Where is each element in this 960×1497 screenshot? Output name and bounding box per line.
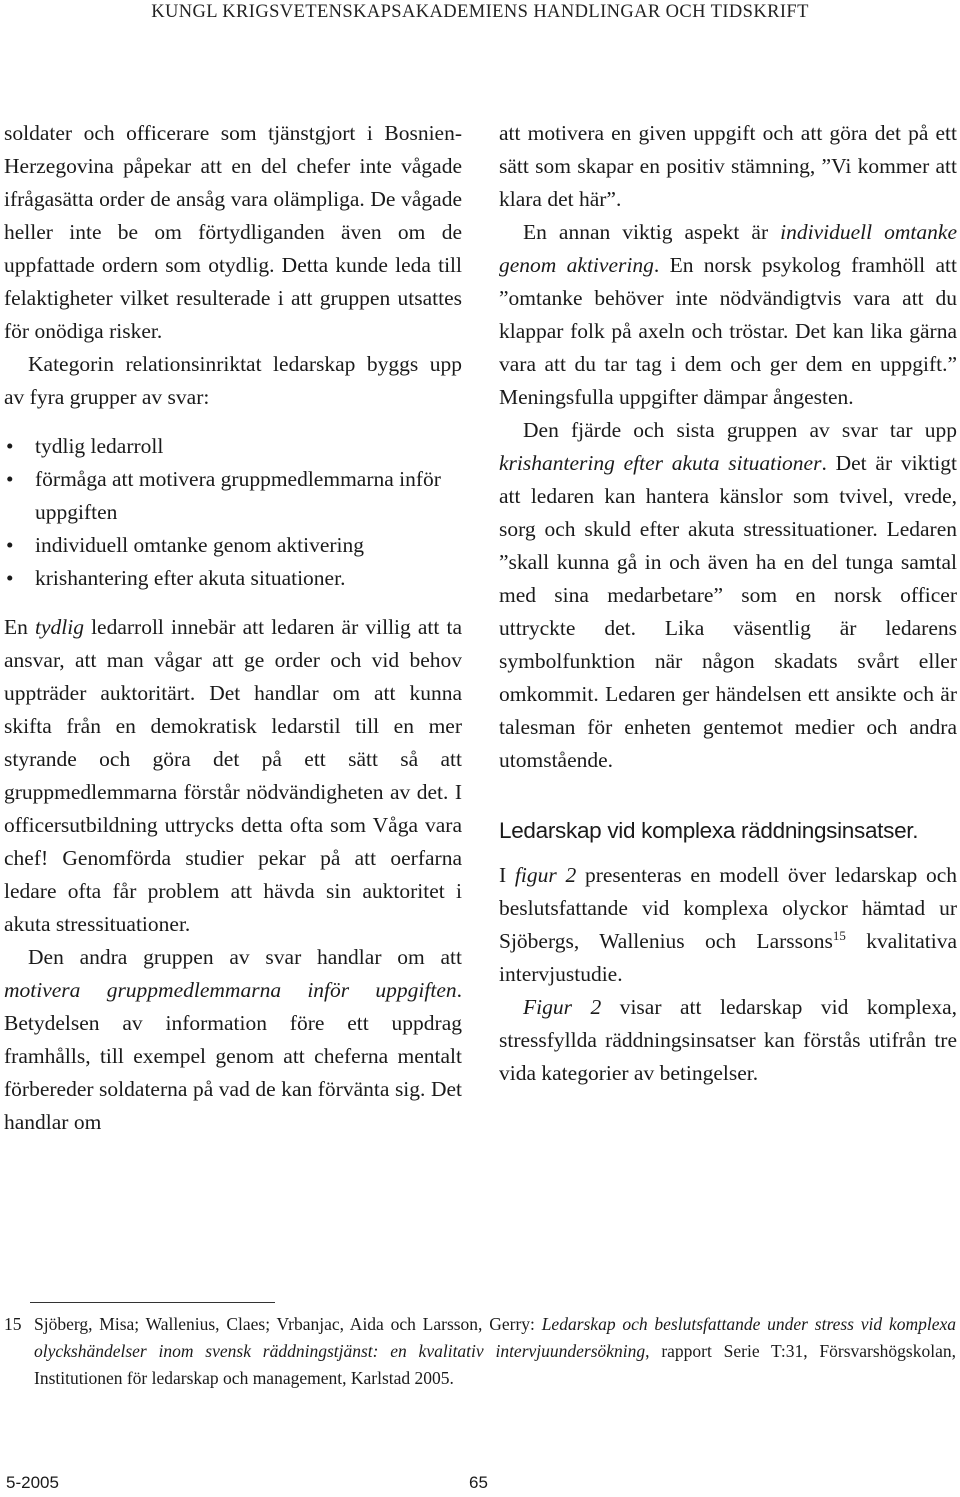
list-item-text: tydlig ledarroll [35,434,164,458]
issue-label: 5-2005 [6,1473,59,1492]
footnote-divider [30,1302,275,1303]
paragraph: soldater och officerare som tjänstgjort i Bosnien-Herzegovina påpekar att en del chefer inte vågade ifrågasätta order de ansåg vara olämpliga. De vågade heller inte be om förtydliganden även om de uppfattade ordern som otydlig. Detta kunde leda till felaktigheter vilket resulterade i att gruppen utsattes för onödiga risker. [4,121,462,343]
bullet-icon: • [6,533,14,557]
emphasis: motivera gruppmedlemmarna inför uppgiften [4,978,457,1002]
emphasis: tydlig [35,615,84,639]
footnote [4,1311,956,1392]
list-item-text: krishantering efter akuta situationer. [35,566,346,590]
list-item [4,562,462,595]
footnote-title: Ledarskap och beslutsfattande under stress vid komplexa olyckshändelser inom svensk räddningstjänst: en kvalitativ intervjuundersökning [34,1314,956,1361]
paragraph: Figur 2 visar att ledarskap vid komplexa, stressfyllda räddningsinsatser kan förstås utifrån tre vida kategorier av betingelser. [499,995,957,1085]
list-item [4,529,462,562]
emphasis: krishantering efter akuta situationer [499,451,822,475]
paragraph: att motivera en given uppgift och att göra det på ett sätt som skapar en positiv stämning, ”Vi kommer att klara det här”. [499,121,957,211]
list-item [4,463,462,529]
paragraph: Den andra gruppen av svar handlar om att motivera gruppmedlemmarna inför uppgiften. Betydelsen av information före ett uppdrag framhålls, till exempel genom att cheferna mentalt förbereder soldaterna på vad de kan förvänta sig. Det handlar om [4,945,462,1134]
footnote-marker[interactable]: 15 [832,928,846,943]
running-header: KUNGL KRIGSVETENSKAPSAKADEMIENS HANDLINGAR OCH TIDSKRIFT [151,2,809,22]
bullet-icon: • [6,467,14,491]
figure-reference: figur 2 [514,863,577,887]
bullet-list [4,430,462,595]
paragraph: I figur 2 presenteras en modell över ledarskap och beslutsfattande vid komplexa olyckor hämtad ur Sjöbergs, Wallenius och Larssons$^{15}$ kvalitativa intervjustudie. [499,863,957,986]
bullet-icon: • [6,566,14,590]
list-item-text: individuell omtanke genom aktivering [35,533,364,557]
paragraph: En tydlig ledarroll innebär att ledaren är villig att ta ansvar, att man vågar att ge order och vid behov uppträder auktoritärt. Det handlar om att kunna skifta från en demokratisk ledarstil till en mer styrande och göra det på ett sätt så att gruppmedlemmarna förstår nödvändigheten av det. I officersutbildning uttrycks detta ofta som Våga vara chef! Genomförda studier pekar på att oerfarna ledare ofta får problem att hävda sin auktoritet i akuta stressituationer. [4,615,462,936]
footnote-number: 15 [4,1314,22,1334]
figure-reference: Figur 2 [523,995,602,1019]
paragraph: Kategorin relationsinriktat ledarskap byggs upp av fyra grupper av svar: [4,352,462,409]
page-footer [0,1473,960,1497]
emphasis: individuell omtanke genom aktivering [499,220,957,277]
paragraph: Den fjärde och sista gruppen av svar tar upp krishantering efter akuta situationer. Det är viktigt att ledaren kan hantera känslor som tvivel, vrede, sorg och skuld efter akuta stressituationer. Ledaren ”skall kunna gå in och även ha en del tunga samtal med sina medarbetare” som en norsk officer uttryckte det. Lika väsentlig är ledarens symbolfunktion när någon skadats svårt eller omkommit. Ledaren ger händelsen ett ansikte och är talesman för enheten gentemot medier och andra utomstående. [499,418,957,772]
left-column [4,117,462,1139]
section-heading: Ledarskap vid komplexa räddningsinsatser. [499,818,919,843]
list-item-text: förmåga att motivera gruppmedlemmarna inför uppgiften [35,467,441,524]
bullet-icon: • [6,434,14,458]
page-number: 65 [469,1473,488,1492]
list-item [4,430,462,463]
right-column [499,117,957,1090]
paragraph: En annan viktig aspekt är individuell omtanke genom aktivering. En norsk psykolog framhöll att ”omtanke behöver inte nödvändigtvis vara att du klappar folk på axeln och tröstar. Det kan lika gärna vara att du tar tag i dem och ger dem en uppgift.” Meningsfulla uppgifter dämpar ångesten. [499,220,957,409]
footnote-text: Sjöberg, Misa; Wallenius, Claes; Vrbanjac, Aida och Larsson, Gerry: Ledarskap och beslutsfattande under stress vid komplexa olyckshändelser inom svensk räddningstjänst: en kvalitativ intervjuundersökning, rapport Serie T:31, Försvarshögskolan, Institutionen för ledarskap och management, Karlstad 2005. [34,1314,956,1388]
